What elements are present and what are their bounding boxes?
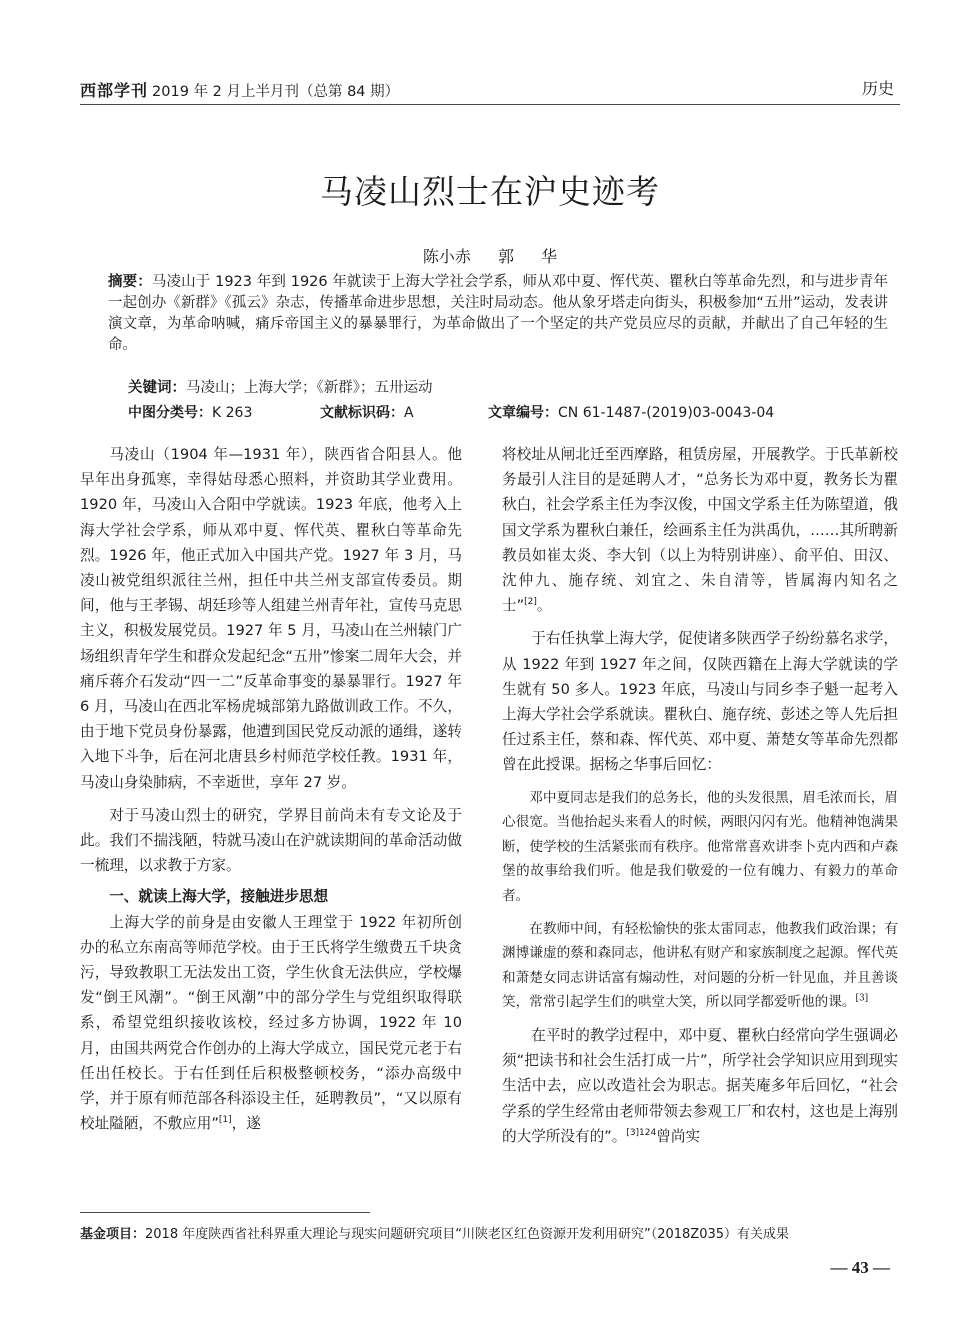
clc-code: 中图分类号：K 263 bbox=[128, 405, 253, 421]
keywords-text: 马凌山；上海大学；《新群》；五卅运动 bbox=[186, 380, 433, 396]
abstract bbox=[108, 272, 888, 356]
citation-marker: [1] bbox=[218, 1115, 232, 1126]
section-heading: 一、就读上海大学，接触进步思想 bbox=[109, 888, 329, 906]
article-title: 马凌山烈士在沪史迹考 bbox=[320, 172, 660, 211]
funding-footnote bbox=[80, 1223, 900, 1242]
article-meta bbox=[128, 402, 888, 424]
section-label: 历史 bbox=[861, 79, 894, 98]
body-paragraph: 在平时的教学过程中，邓中夏、瞿秋白经常向学生强调必须“把读书和社会生活打成一片”，所学社会学知识应用到现实生活中去，应以改造社会为职志。据芙庵多年后回忆，“社会学系的学生经常由老师带领去参观工厂和农村，这也是上海别的大学所没有的”。$^{[3]124}$曾尚实 bbox=[502, 1026, 898, 1145]
running-header bbox=[80, 76, 900, 104]
footnote-text: 2018 年度陕西省社科界重大理论与现实问题研究项目“川陕老区红色资源开发利用研究”（2018Z035）有关成果 bbox=[145, 1227, 790, 1242]
abstract-label: 摘要： bbox=[108, 274, 152, 290]
body-column-left bbox=[80, 442, 462, 1136]
body-column-right bbox=[502, 442, 898, 1149]
block-quote: 在教师中间，有轻松愉快的张太雷同志，他教我们政治课；有渊博谦虚的蔡和森同志，他讲私有财产和家族制度之起源。恽代英和萧楚女同志讲话富有煽动性，对问题的分析一针见血，并且善谈笑，常常引起学生们的哄堂大笑，所以同学都爱听他的课。[3] bbox=[502, 920, 898, 1011]
page-number: — 43 — bbox=[830, 1258, 890, 1277]
article-number: 文章编号：CN 61-1487-(2019)03-0043-04 bbox=[488, 405, 775, 421]
issue-info: 2019 年 2 月上半月刊（总第 84 期） bbox=[152, 84, 400, 100]
abstract-text: 马凌山于 1923 年到 1926 年就读于上海大学社会学系，师从邓中夏、恽代英、瞿秋白等革命先烈，和与进步青年一起创办《新群》《孤云》杂志，传播革命进步思想，关注时局动态。他从象牙塔走向街头，积极参加“五卅”运动，发表讲演文章，为革命呐喊，痛斥帝国主义的暴暴罪行，为革命做出了一个坚定的共产党员应尽的贡献，并献出了自己年轻的生命。 bbox=[108, 274, 888, 353]
block-quote: 邓中夏同志是我们的总务长，他的头发很黑，眉毛浓而长，眉心很宽。当他抬起头来看人的时候，两眼闪闪有光。他精神饱满果断，使学校的生活紧张而有秩序。他常常喜欢讲李卜克内西和卢森堡的故事给我们听。他是我们敬爱的一位有魄力、有毅力的革命者。 bbox=[502, 789, 898, 905]
keywords bbox=[128, 376, 433, 397]
keywords-label: 关键词： bbox=[128, 380, 186, 396]
body-paragraph: 将校址从闸北迁至西摩路，租赁房屋，开展教学。于氏革新校务最引人注目的是延聘人才，“总务长为邓中夏，教务长为瞿秋白，社会学系主任为李汉俊，中国文学系主任为陈望道，俄国文学系为瞿秋白兼任，绘画系主任为洪禹仇，……其所聘新教员如崔太炎、李大钊（以上为特别讲座）、俞平伯、田汉、沈仲九、施存统、刘宜之、朱自清等，皆属海内知名之士”[2]。 bbox=[502, 446, 898, 615]
header-rule bbox=[80, 104, 900, 105]
body-paragraph: 对于马凌山烈士的研究，学界目前尚未有专文论及于此。我们不揣浅陋，特就马凌山在沪就读期间的革命活动做一梳理，以求教于方家。 bbox=[80, 806, 462, 875]
body-paragraph: 上海大学的前身是由安徽人王理堂于 1922 年初所创办的私立东南高等师范学校。由于王氏将学生缴费五千块贪污，导致教职工无法发出工资，学生伙食无法供应，学校爆发“倒王风潮”。“倒王风潮”中的部分学生与党组织取得联系，希望党组织接收该校，经过多方协调，1922 年 10 月，由国共两党合作创办的上海大学成立，国民党元老于右任出任校长。于右任到任后积极整顿校务，“添办高级中学，并于原有师范部各科添设主任，延聘教员”，“又以原有校址隘陋，不敷应用”[1]，遂 bbox=[80, 913, 462, 1133]
citation-marker: [3] bbox=[855, 993, 869, 1004]
footnote-label: 基金项目： bbox=[80, 1227, 146, 1242]
body-paragraph: 于右任执掌上海大学，促使诸多陕西学子纷纷慕名求学，从 1922 年到 1927 年之间，仅陕西籍在上海大学就读的学生就有 50 多人。1923 年底，马凌山与同乡李子魁一起考入上海大学社会学系就读。瞿秋白、施存统、彭述之等人先后担任过系主任，蔡和森、恽代英、邓中夏、萧楚女等革命先烈都曾在此授课。据杨之华事后回忆： bbox=[502, 630, 898, 774]
citation-marker: [2] bbox=[524, 597, 537, 608]
document-code: 文献标识码：A bbox=[320, 405, 414, 421]
footnote-rule bbox=[80, 1212, 370, 1213]
article-authors: 陈小赤 郭 华 bbox=[422, 247, 558, 266]
citation-marker: [3]124 bbox=[626, 1127, 657, 1138]
journal-name: 西部学刊 2019 年 2 月上半月刊（总第 84 期） bbox=[80, 83, 400, 100]
body-paragraph: 马凌山（1904 年—1931 年），陕西省合阳县人。他早年出身孤寒，幸得姑母悉心照料，并资助其学业费用。1920 年，马凌山入合阳中学就读。1923 年底，他考入上海大学社会学系，师从邓中夏、恽代英、瞿秋白等革命先烈。1926 年，他正式加入中国共产党。1927 年 3 月，马凌山被党组织派往兰州，担任中共兰州支部宣传委员。期间，他与王孝锡、胡廷珍等人组建兰州青年社，宣传马克思主义，积极发展党员。1927 年 5 月，马凌山在兰州辕门广场组织青年学生和群众发起纪念“五卅”惨案二周年大会，并痛斥蒋介石发动“四一二”反革命事变的暴暴罪行。1927 年 6 月，马凌山在西北军杨虎城部第九路做训政工作。不久，由于地下党员身份暴露，他遭到国民党反动派的通缉，遂转入地下斗争，后在河北唐县乡村师范学校任教。1931 年，马凌山身染肺病，不幸逝世，享年 27 岁。 bbox=[80, 446, 462, 791]
